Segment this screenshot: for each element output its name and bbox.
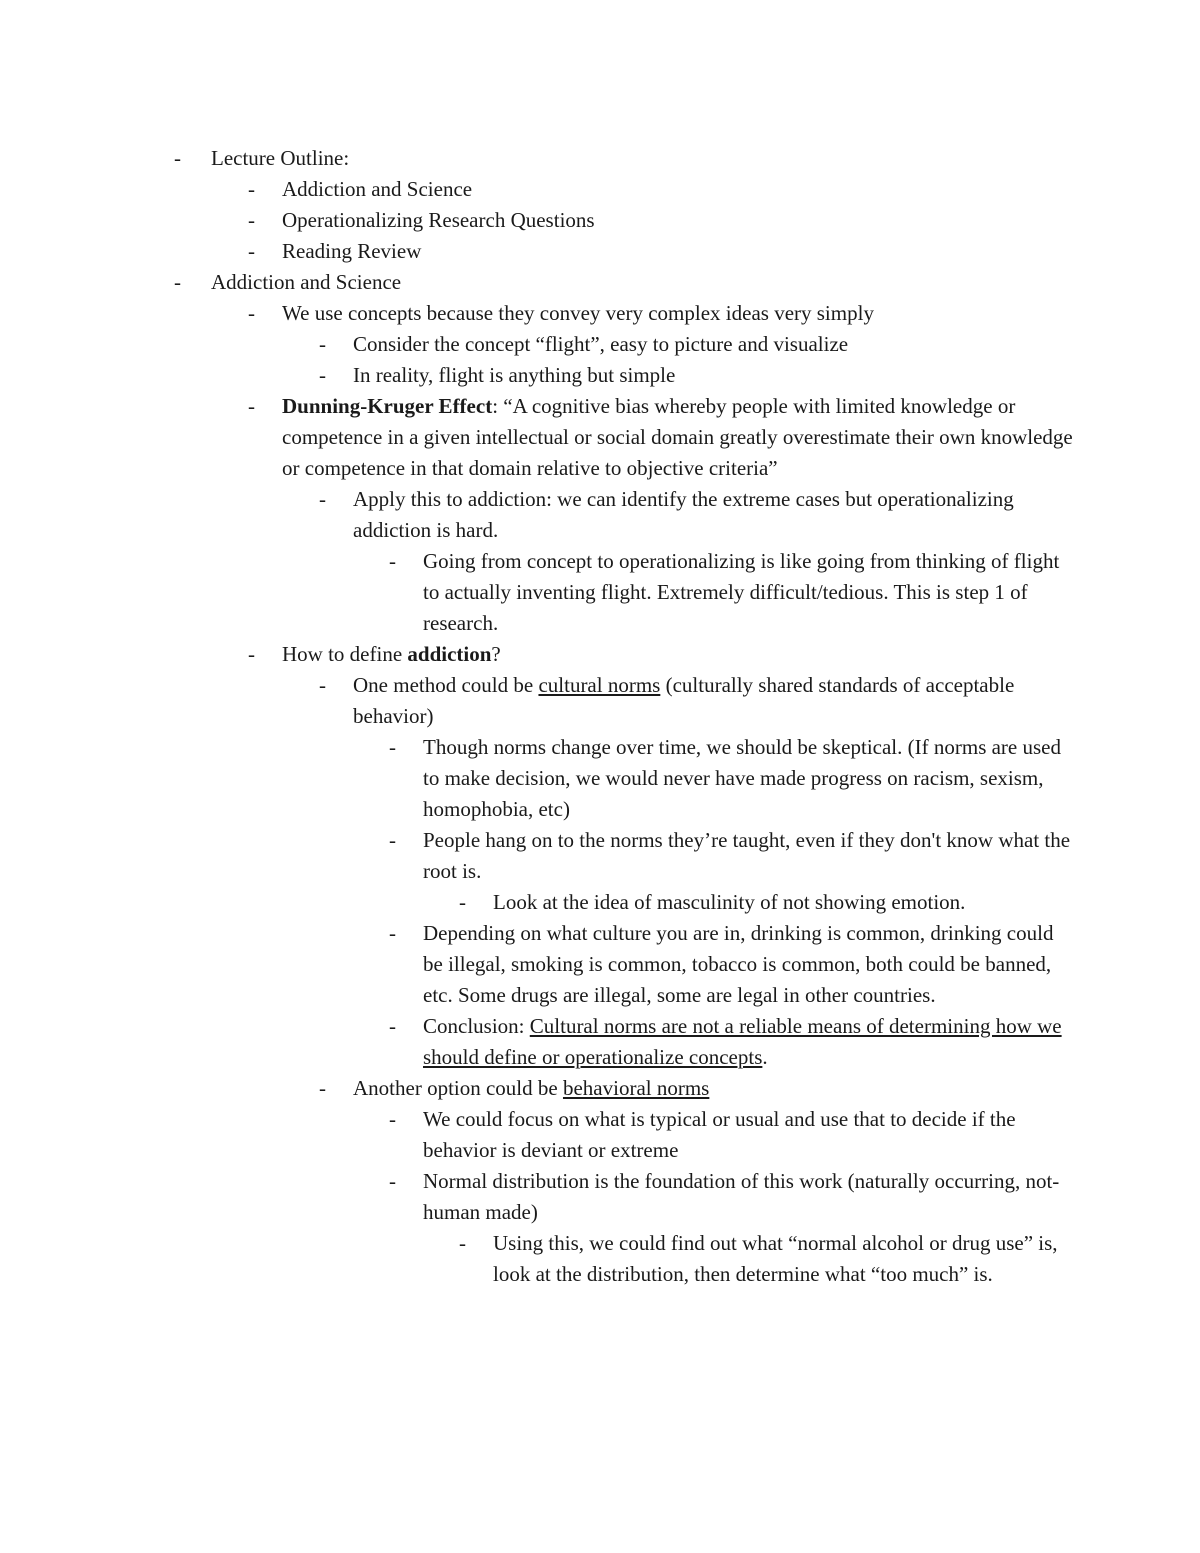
outline-item-text: Addiction and Science: [282, 177, 473, 201]
cultural-point-item: [174, 825, 1074, 887]
conclusion-item: [174, 1011, 1074, 1073]
outline-item-text: Operationalizing Research Questions: [282, 208, 595, 232]
concepts-sub-item: [174, 329, 1074, 360]
depending-item: [174, 918, 1074, 1011]
outline-item: [174, 236, 1074, 267]
conclusion-end: .: [762, 1045, 768, 1069]
cultural-pre: One method could be: [353, 673, 539, 697]
conclusion-label: Conclusion:: [423, 1014, 530, 1038]
outline-item: [174, 174, 1074, 205]
section-heading: Addiction and Science: [211, 270, 402, 294]
behavioral-norms-text: [353, 1073, 1074, 1104]
lecture-notes: [174, 143, 1074, 1290]
behavioral-point-item: [174, 1166, 1074, 1228]
bullet-dash: -: [389, 828, 396, 852]
going-text: Going from concept to operationalizing is like going from thinking of flight to actually inventing flight. Extremely difficult/tedious. This is step 1 of research.: [423, 549, 1060, 635]
dunning-kruger-term: Dunning-Kruger Effect: [282, 394, 493, 418]
conclusion-text: [423, 1011, 1074, 1073]
concepts-sub-text: Consider the concept “flight”, easy to picture and visualize: [353, 332, 849, 356]
behavioral-norms-term: behavioral norms: [562, 1076, 710, 1100]
bullet-dash: -: [389, 735, 396, 759]
bullet-dash: -: [319, 1076, 326, 1100]
apply-item: [174, 484, 1074, 546]
bullet-dash: -: [319, 363, 326, 387]
bullet-dash: -: [248, 642, 255, 666]
concepts-sub-text: In reality, flight is anything but simple: [353, 363, 676, 387]
define-pre: How to define: [282, 642, 408, 666]
outline-heading: Lecture Outline:: [211, 146, 350, 170]
cultural-norms-item: [174, 670, 1074, 732]
define-item: [174, 639, 1074, 670]
conclusion-underlined: Cultural norms are not a reliable means of determining how we should define or operationalize concepts: [423, 1014, 1062, 1069]
cultural-post: (culturally shared standards of acceptable behavior): [353, 673, 1015, 728]
cultural-point-text: People hang on to the norms they’re taught, even if they don't know what the root is.: [423, 828, 1071, 883]
dunning-kruger-item: [174, 391, 1074, 484]
cultural-point-text: Though norms change over time, we should be skeptical. (If norms are used to make decision, we would never have made progress on racism, sexism, homophobia, etc): [423, 735, 1061, 821]
bullet-dash: -: [389, 1107, 396, 1131]
dunning-kruger-definition: : “A cognitive bias whereby people with limited knowledge or competence in a given intellectual or social domain greatly overestimate their own knowledge or competence in that domain relative to objective criteria”: [282, 394, 1073, 480]
outline-item-text: Reading Review: [282, 239, 422, 263]
bullet-dash: -: [174, 270, 181, 294]
bullet-dash: -: [248, 208, 255, 232]
concepts-text: We use concepts because they convey very complex ideas very simply: [282, 301, 874, 325]
define-term: addiction: [407, 642, 492, 666]
bullet-dash: -: [174, 146, 181, 170]
define-post: ?: [491, 642, 501, 666]
bullet-dash: -: [248, 239, 255, 263]
section-heading-item: [174, 267, 1074, 298]
behavioral-point-item: [174, 1104, 1074, 1166]
dunning-kruger-paragraph: [282, 391, 1074, 484]
define-text: [282, 639, 1074, 670]
bullet-dash: -: [319, 487, 326, 511]
bullet-dash: -: [248, 394, 255, 418]
behavioral-point-text: We could focus on what is typical or usual and use that to decide if the behavior is deviant or extreme: [423, 1107, 1016, 1162]
using-text: Using this, we could find out what “normal alcohol or drug use” is, look at the distribution, then determine what “too much” is.: [493, 1231, 1058, 1286]
outline-heading-item: [174, 143, 1074, 174]
depending-text: Depending on what culture you are in, drinking is common, drinking could be illegal, smoking is common, tobacco is common, both could be banned, etc. Some drugs are illegal, some are legal in other countries.: [423, 921, 1054, 1007]
bullet-dash: -: [459, 890, 466, 914]
using-item: [174, 1228, 1074, 1290]
masculinity-item: [174, 887, 1074, 918]
concepts-sub-item: [174, 360, 1074, 391]
cultural-norms-term: cultural norms: [538, 673, 661, 697]
cultural-point-item: [174, 732, 1074, 825]
bullet-dash: -: [389, 1169, 396, 1193]
bullet-dash: -: [248, 177, 255, 201]
bullet-dash: -: [389, 1014, 396, 1038]
bullet-dash: -: [319, 673, 326, 697]
apply-text: Apply this to addiction: we can identify the extreme cases but operationalizing addiction is hard.: [353, 487, 1014, 542]
bullet-dash: -: [389, 549, 396, 573]
outline-item: [174, 205, 1074, 236]
cultural-norms-text: [353, 670, 1074, 732]
behavioral-pre: Another option could be: [353, 1076, 563, 1100]
masculinity-text: Look at the idea of masculinity of not showing emotion.: [493, 890, 966, 914]
going-item: [174, 546, 1074, 639]
behavioral-point-text: Normal distribution is the foundation of this work (naturally occurring, not-human made): [423, 1169, 1060, 1224]
concepts-item: [174, 298, 1074, 329]
bullet-dash: -: [459, 1231, 466, 1255]
bullet-dash: -: [319, 332, 326, 356]
bullet-dash: -: [389, 921, 396, 945]
bullet-dash: -: [248, 301, 255, 325]
behavioral-norms-item: [174, 1073, 1074, 1104]
